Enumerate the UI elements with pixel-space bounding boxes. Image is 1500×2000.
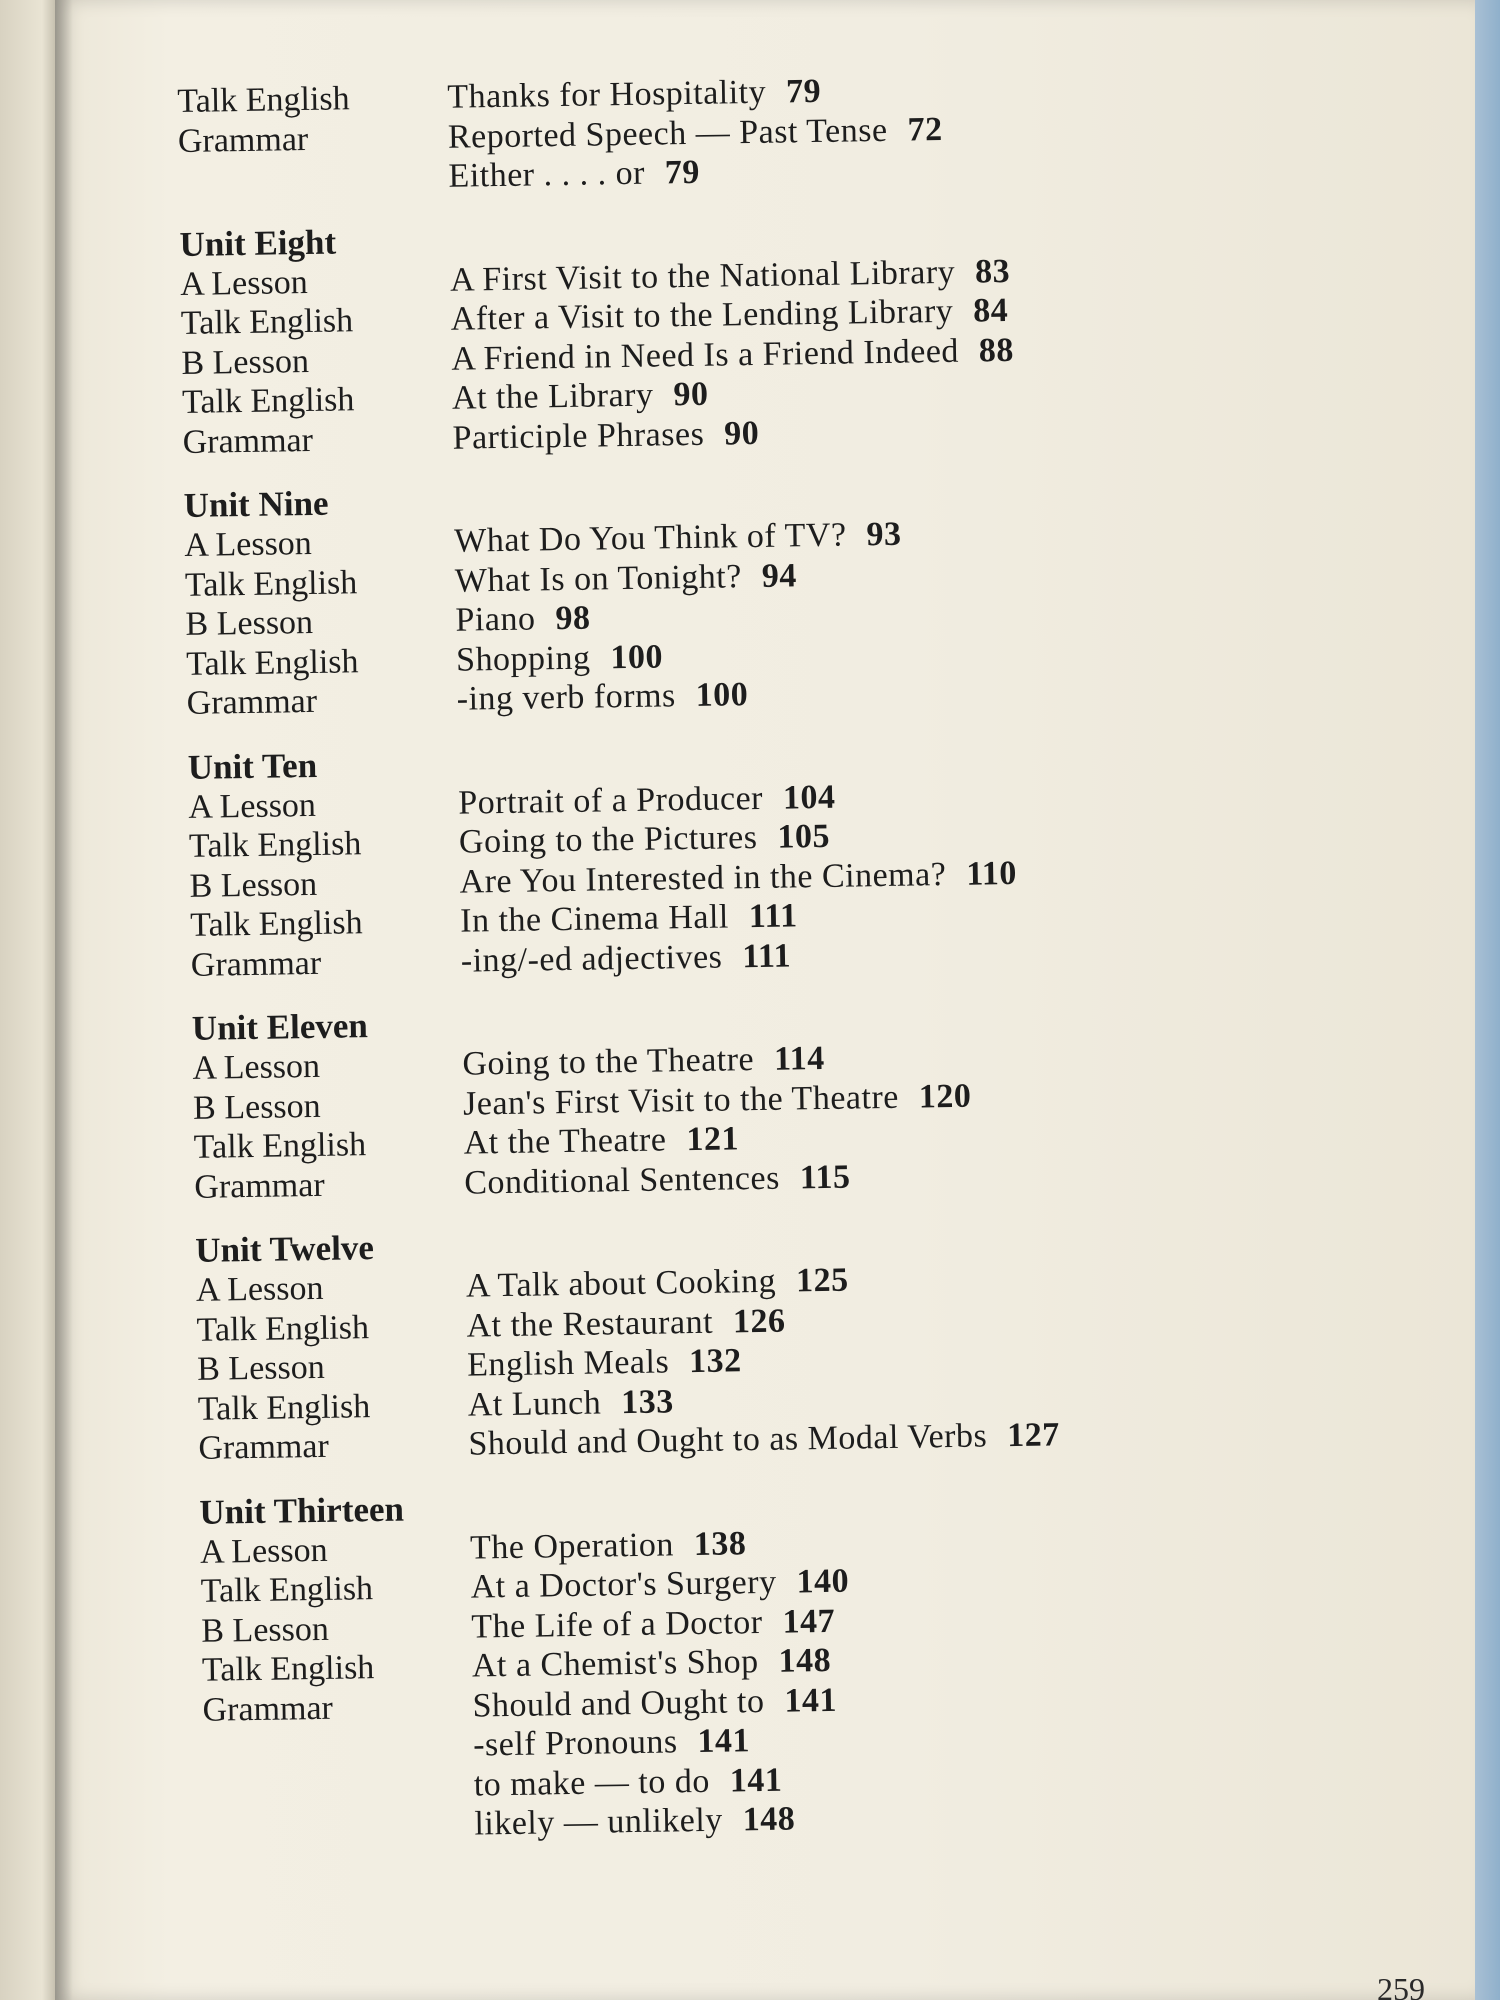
entry-page-number: 120 xyxy=(918,1077,972,1115)
entry-section-label xyxy=(204,1765,475,1809)
entry-section-label: Grammar xyxy=(194,1166,325,1206)
entry-section-label: Talk English xyxy=(200,1570,374,1610)
entry-title: Portrait of a Producer xyxy=(458,779,764,822)
entry-section-label: A Lesson xyxy=(199,1531,328,1571)
entry-section-label: B Lesson xyxy=(192,1087,321,1127)
entry-title: The Operation xyxy=(469,1525,675,1567)
entry-section-label xyxy=(204,1805,475,1849)
entry-page-number: 148 xyxy=(742,1800,796,1839)
entry-title: Are You Interested in the Cinema? xyxy=(459,855,947,901)
entry-title: Going to the Pictures xyxy=(458,818,758,861)
entry-title: At the Library xyxy=(451,376,654,417)
facing-page-edge xyxy=(0,0,60,2000)
entry-page-number: 114 xyxy=(773,1039,826,1078)
entry-page-number: 83 xyxy=(974,252,1011,290)
entry-title: Participle Phrases xyxy=(452,415,705,457)
entry-section-label: Talk English xyxy=(196,1308,370,1349)
unit-heading: Unit Eight xyxy=(179,222,337,264)
entry-title: At a Chemist's Shop xyxy=(471,1643,759,1685)
unit-heading: Unit Twelve xyxy=(195,1228,375,1270)
entry-section-label: Talk English xyxy=(197,1387,371,1428)
entry-section-label: Grammar xyxy=(190,944,322,984)
unit-heading: Unit Eleven xyxy=(191,1006,369,1048)
entry-title: At Lunch xyxy=(467,1384,602,1424)
entry-page-number: 147 xyxy=(782,1602,836,1641)
entry-page-number: 132 xyxy=(688,1342,742,1381)
entry-title: Piano xyxy=(455,600,536,639)
entry-title: Should and Ought to xyxy=(472,1682,765,1725)
unit-heading: Unit Thirteen xyxy=(199,1489,405,1532)
toc-unit xyxy=(179,207,1283,462)
entry-section-label: Talk English xyxy=(201,1649,375,1689)
entry-section-label: B Lesson xyxy=(181,342,310,382)
entry-page-number: 121 xyxy=(686,1120,740,1159)
entry-title: Going to the Theatre xyxy=(462,1041,755,1083)
entry-page-number: 141 xyxy=(784,1681,838,1720)
entry-page-number: 79 xyxy=(785,72,822,111)
entry-page-number: 127 xyxy=(1006,1416,1060,1455)
entry-section-label: B Lesson xyxy=(185,603,314,643)
entry-title: -ing verb forms xyxy=(456,677,677,718)
entry-page-number: 72 xyxy=(907,110,943,149)
entry-page-number: 148 xyxy=(778,1641,832,1680)
toc-unit xyxy=(199,1475,1304,1848)
entry-title: A Talk about Cooking xyxy=(465,1262,777,1305)
unit-heading: Unit Ten xyxy=(187,745,318,787)
entry-title: -ing/-ed adjectives xyxy=(460,938,723,980)
entry-page-number: 105 xyxy=(777,817,831,856)
entry-title: Either . . . . or xyxy=(448,154,646,195)
entry-title: likely — unlikely xyxy=(474,1801,724,1843)
entry-page-number: 90 xyxy=(673,375,709,414)
entry-page-number: 111 xyxy=(748,897,798,936)
entry-section-label: Grammar xyxy=(202,1689,334,1729)
entry-title: In the Cinema Hall xyxy=(459,898,730,940)
entry-section-label xyxy=(203,1726,474,1770)
entry-page-number: 133 xyxy=(620,1382,674,1421)
entry-page-number: 90 xyxy=(723,414,760,452)
entry-title: After a Visit to the Lending Library xyxy=(450,292,954,338)
entry-page-number: 138 xyxy=(693,1524,747,1563)
entry-title: Conditional Sentences xyxy=(464,1159,781,1202)
entry-title: What Is on Tonight? xyxy=(454,557,743,600)
entry-section-label xyxy=(178,157,449,201)
entry-page-number: 98 xyxy=(555,599,591,638)
entry-page-number: 104 xyxy=(782,778,836,817)
entry-section-label: Grammar xyxy=(198,1427,330,1467)
entry-page-number: 84 xyxy=(972,291,1009,330)
entry-title: Shopping xyxy=(455,639,591,679)
entry-page-number: 88 xyxy=(978,331,1015,369)
table-of-contents xyxy=(177,65,1305,1873)
entry-section-label: Grammar xyxy=(186,682,318,722)
entry-section-label: A Lesson xyxy=(183,524,313,564)
entry-section-label: Grammar xyxy=(182,421,314,461)
page-gutter-shadow xyxy=(55,0,73,2000)
entry-section-label: A Lesson xyxy=(179,263,308,303)
entry-page-number: 110 xyxy=(965,854,1018,893)
entry-section-label: Talk English xyxy=(188,825,362,865)
entry-section-label: Talk English xyxy=(185,642,359,683)
entry-section-label: A Lesson xyxy=(188,786,317,826)
unit-heading: Unit Nine xyxy=(183,483,329,525)
toc-unit xyxy=(177,65,1279,201)
entry-page-number: 100 xyxy=(695,676,749,714)
entry-section-label: Talk English xyxy=(189,904,363,944)
page-number: 259 xyxy=(1377,1971,1425,2000)
entry-title: Should and Ought to as Modal Verbs xyxy=(468,1417,988,1463)
entry-title: A First Visit to the National Library xyxy=(449,253,956,299)
entry-section-label: A Lesson xyxy=(192,1047,321,1087)
entry-section-label: Talk English xyxy=(177,80,350,120)
entry-section-label: Talk English xyxy=(180,302,354,342)
entry-page-number: 93 xyxy=(866,515,902,554)
entry-title: The Life of a Doctor xyxy=(471,1603,763,1646)
entry-section-label: A Lesson xyxy=(195,1269,324,1309)
book-page xyxy=(55,0,1475,2000)
entry-title: Reported Speech — Past Tense xyxy=(447,111,888,156)
entry-title: Jean's First Visit to the Theatre xyxy=(462,1078,900,1123)
entry-page-number: 115 xyxy=(799,1158,851,1196)
entry-page-number: 140 xyxy=(796,1562,850,1601)
entry-title: Thanks for Hospitality xyxy=(446,73,767,116)
toc-unit xyxy=(187,730,1291,985)
toc-unit xyxy=(183,469,1287,724)
entry-title: -self Pronouns xyxy=(472,1723,678,1764)
entry-page-number: 94 xyxy=(761,556,798,595)
entry-page-number: 126 xyxy=(732,1302,786,1340)
entry-title: English Meals xyxy=(466,1343,670,1384)
entry-title: to make — to do xyxy=(473,1762,711,1804)
entry-title: At a Doctor's Surgery xyxy=(470,1563,777,1606)
entry-section-label: Grammar xyxy=(177,120,309,160)
entry-section-label: Talk English xyxy=(181,381,355,421)
entry-section-label: Talk English xyxy=(184,563,358,604)
toc-unit xyxy=(195,1214,1299,1469)
entry-section-label: B Lesson xyxy=(189,865,318,905)
entry-page-number: 141 xyxy=(697,1722,751,1761)
entry-title: A Friend in Need Is a Friend Indeed xyxy=(451,332,960,378)
entry-title: At the Restaurant xyxy=(466,1303,714,1345)
entry-title: At the Theatre xyxy=(463,1121,667,1162)
entry-page-number: 79 xyxy=(664,153,701,192)
entry-section-label: B Lesson xyxy=(196,1348,325,1388)
toc-unit xyxy=(192,992,1295,1207)
entry-section-label: B Lesson xyxy=(201,1610,330,1650)
entry-title: What Do You Think of TV? xyxy=(453,516,847,560)
entry-page-number: 125 xyxy=(795,1261,849,1300)
entry-section-label: Talk English xyxy=(193,1126,367,1166)
entry-page-number: 111 xyxy=(742,936,792,975)
entry-page-number: 100 xyxy=(610,637,664,676)
entry-page-number: 141 xyxy=(729,1761,783,1800)
